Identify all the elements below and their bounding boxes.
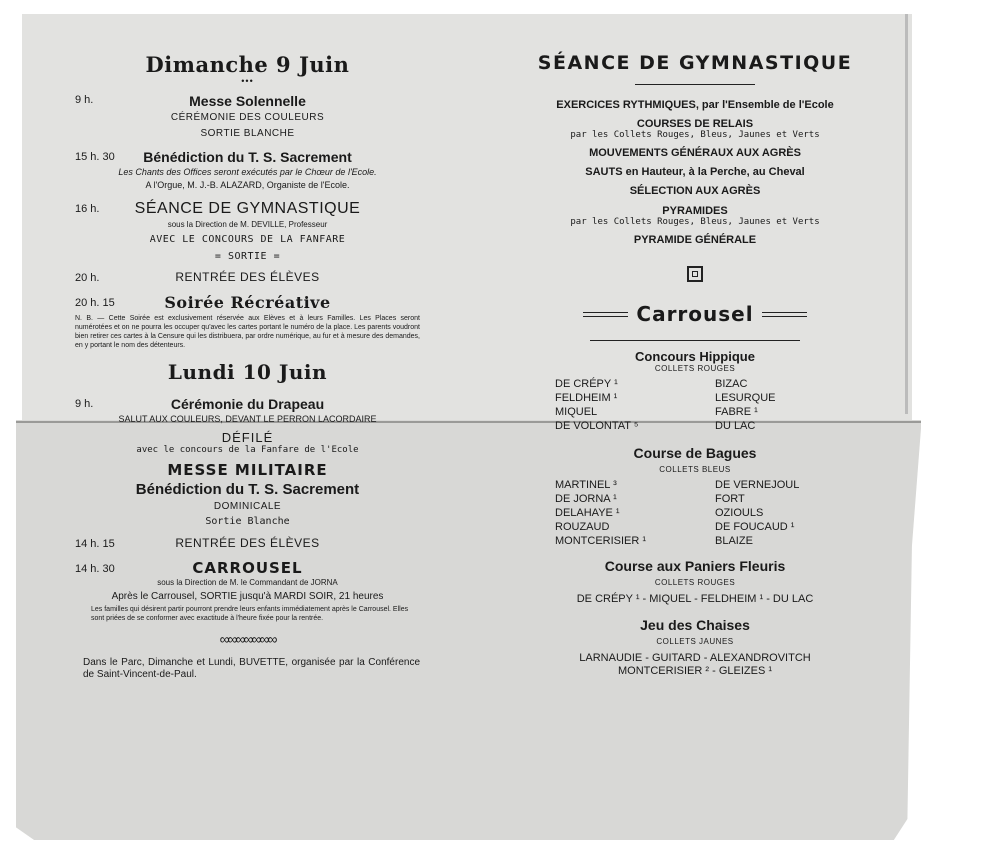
- schedule-item: [75, 461, 420, 479]
- carrousel-heading: [520, 302, 870, 326]
- participant-name: FORT: [715, 493, 745, 505]
- ornament-divider: ∞∞∞∞∞∞∞: [219, 631, 276, 647]
- monday-heading: Lundi 10 Juin: [167, 360, 328, 384]
- gym-list: [520, 99, 870, 246]
- page-edge: [905, 14, 908, 414]
- item-time: 20 h.: [75, 272, 100, 284]
- gym-item: SÉLECTION AUX AGRÈS: [629, 185, 761, 197]
- schedule-item: [75, 396, 420, 424]
- heading-dots: •••: [241, 76, 254, 86]
- section-line: LARNAUDIE - GUITARD - ALEXANDROVITCH: [579, 652, 811, 664]
- section-line: DE CRÉPY ¹ - MIQUEL - FELDHEIM ¹ - DU LAC: [576, 593, 814, 605]
- item-time: 16 h.: [75, 203, 100, 215]
- gym-item-sub: par les Collets Rouges, Bleus, Jaunes et Verts: [570, 217, 820, 227]
- carrousel-rule: [590, 340, 800, 341]
- gym-item: COURSES DE RELAIS: [636, 118, 754, 130]
- section-bagues: [520, 445, 870, 548]
- gym-item: EXERCICES RYTHMIQUES, par l'Ensemble de l'Ecole: [556, 99, 834, 111]
- gym-heading: SÉANCE DE GYMNASTIQUE: [537, 52, 853, 74]
- item-time: 20 h. 15: [75, 297, 115, 309]
- section-title: Course aux Paniers Fleuris: [604, 558, 786, 574]
- schedule-item: [75, 93, 420, 139]
- item-note: Les familles qui désirent partir pourront prendre leurs enfants immédiatement après le Carrousel. Elles sont priées de se conformer avec exactitude à l'heure fixée pour la rentrée.: [91, 606, 409, 622]
- item-line: AVEC LE CONCOURS DE LA FANFARE: [149, 234, 346, 245]
- schedule-item: [75, 200, 420, 262]
- item-time: 14 h. 15: [75, 538, 115, 550]
- item-line: Sortie Blanche: [205, 516, 290, 527]
- name-pairs: [520, 377, 870, 433]
- participant-name: BLAIZE: [715, 535, 753, 547]
- gym-item: SAUTS en Hauteur, à la Perche, au Cheval: [585, 166, 805, 178]
- heading-lines-left: [583, 312, 628, 317]
- gym-item-sub: par les Collets Rouges, Bleus, Jaunes et Verts: [570, 130, 820, 140]
- section-collets: COLLETS JAUNES: [656, 637, 734, 646]
- participant-name: DE FOUCAUD ¹: [715, 521, 795, 533]
- participant-name: DE CRÉPY ¹: [555, 378, 618, 390]
- item-title: RENTRÉE DES ÉLÈVES: [175, 536, 320, 550]
- name-pairs: [520, 478, 870, 548]
- gym-item: PYRAMIDE GÉNÉRALE: [633, 234, 757, 246]
- sunday-heading: Dimanche 9 Juin: [145, 52, 350, 77]
- item-italic: Les Chants des Offices seront exécutés par le Chœur de l'Ecole.: [118, 167, 377, 177]
- section-collets: COLLETS ROUGES: [654, 364, 736, 373]
- right-column: [520, 52, 870, 677]
- participant-name: MARTINEL ³: [555, 479, 617, 491]
- square-ornament: [687, 266, 703, 282]
- sortie-line: = SORTIE =: [214, 251, 281, 262]
- participant-name: FABRE ¹: [715, 406, 758, 418]
- section-title: Course de Bagues: [633, 445, 757, 461]
- section-collets: COLLETS BLEUS: [659, 465, 731, 474]
- item-line: SORTIE BLANCHE: [200, 128, 295, 139]
- participant-name: LESURQUE: [715, 392, 776, 404]
- participant-name: FELDHEIM ¹: [555, 392, 618, 404]
- carrousel-title: Carrousel: [636, 302, 754, 326]
- schedule-item: [75, 149, 420, 190]
- item-title: SÉANCE DE GYMNASTIQUE: [134, 200, 361, 217]
- section-line: MONTCERISIER ² - GLEIZES ¹: [617, 665, 772, 677]
- schedule-item: [75, 293, 420, 350]
- item-line: Après le Carrousel, SORTIE jusqu'à MARDI SOIR, 21 heures: [111, 591, 384, 602]
- participant-name: DE VOLONTAT ⁵: [555, 420, 639, 432]
- participant-name: OZIOULS: [715, 507, 764, 519]
- section-title: Jeu des Chaises: [640, 617, 750, 633]
- heading-rule: [635, 84, 755, 85]
- section-concours: [520, 349, 870, 433]
- participant-name: BIZAC: [715, 378, 748, 390]
- section-paniers: [520, 558, 870, 605]
- section-collets: COLLETS ROUGES: [654, 578, 736, 587]
- item-time: 9 h.: [75, 398, 94, 410]
- schedule-item: [75, 559, 420, 623]
- item-title: MESSE MILITAIRE: [167, 461, 328, 479]
- item-line: sous la Direction de M. DEVILLE, Professeur: [167, 220, 328, 229]
- schedule-item: [75, 481, 420, 527]
- item-line: DOMINICALE: [213, 501, 282, 512]
- item-title: RENTRÉE DES ÉLÈVES: [175, 270, 320, 284]
- item-title: Cérémonie du Drapeau: [170, 396, 325, 412]
- section-title: Concours Hippique: [635, 349, 755, 364]
- participant-name: DU LAC: [715, 420, 756, 432]
- participant-name: DE VERNEJOUL: [715, 479, 800, 491]
- participant-name: DE JORNA ¹: [555, 493, 617, 505]
- participant-name: MONTCERISIER ¹: [555, 535, 647, 547]
- participant-name: DELAHAYE ¹: [555, 507, 620, 519]
- item-time: 14 h. 30: [75, 563, 115, 575]
- item-time: 9 h.: [75, 94, 94, 106]
- item-line: SALUT AUX COULEURS, DEVANT LE PERRON LACORDAIRE: [118, 414, 377, 424]
- item-title: DÉFILÉ: [221, 430, 274, 445]
- section-chaises: [520, 617, 870, 677]
- participant-name: MIQUEL: [555, 406, 598, 418]
- item-title: Soirée Récréative: [164, 293, 331, 312]
- item-title: Bénédiction du T. S. Sacrement: [135, 481, 360, 498]
- schedule-item: [75, 270, 420, 284]
- item-note: N. B. — Cette Soirée est exclusivement réservée aux Elèves et à leurs Familles. Les Places seront numérotées et on ne pourra les occuper qu'avec les cartes portant le numéro de la place. Les parents voudront bien retirer ces cartes à la Censure qui les distribuera, par ordre numérique, au fur et à mesure des demandes, en y portant le nom des détenteurs.: [75, 315, 420, 349]
- gym-item: MOUVEMENTS GÉNÉRAUX AUX AGRÈS: [589, 147, 801, 159]
- item-time: 15 h. 30: [75, 151, 115, 163]
- schedule-item: [75, 536, 420, 550]
- heading-lines-right: [762, 312, 807, 317]
- item-line: avec le concours de la Fanfare de l'Ecole: [136, 445, 359, 455]
- participant-name: ROUZAUD: [555, 521, 610, 533]
- item-line: A l'Orgue, M. J.-B. ALAZARD, Organiste de l'Ecole.: [145, 180, 350, 190]
- item-title: CARROUSEL: [192, 559, 303, 577]
- footer-note: Dans le Parc, Dimanche et Lundi, BUVETTE, organisée par la Conférence de Saint-Vincent-de-Paul.: [83, 657, 420, 680]
- item-line: sous la Direction de M. le Commandant de JORNA: [157, 578, 338, 587]
- schedule-item: [75, 430, 420, 455]
- item-title: Messe Solennelle: [189, 93, 306, 109]
- item-title: Bénédiction du T. S. Sacrement: [143, 149, 352, 165]
- gym-item: PYRAMIDES: [662, 205, 728, 217]
- item-line: CÉRÉMONIE DES COULEURS: [170, 112, 325, 123]
- left-column: [75, 52, 420, 681]
